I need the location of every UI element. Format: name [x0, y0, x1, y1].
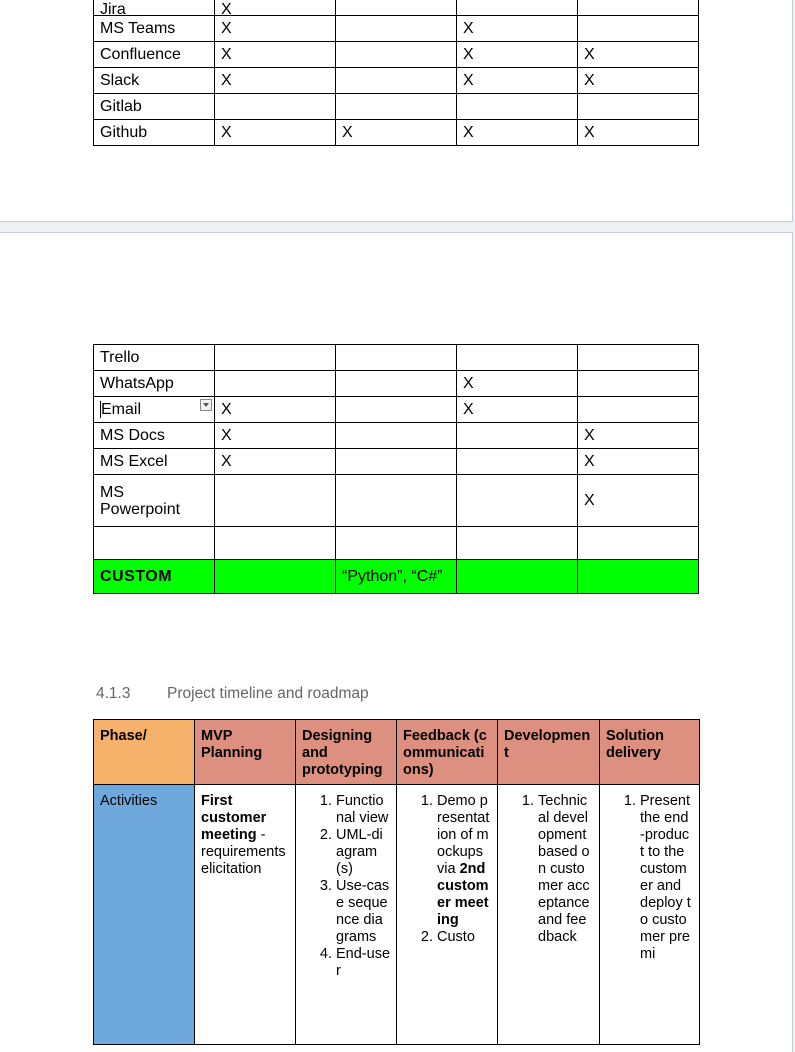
feedback-item-text: Demo presentation of mockups via — [437, 793, 490, 877]
tool-mark-cell[interactable] — [457, 423, 578, 449]
tool-mark-cell[interactable]: X — [457, 42, 578, 68]
custom-value-cell[interactable] — [457, 560, 578, 594]
tools-row — [94, 120, 699, 146]
design-item: 1. Functional view — [336, 793, 390, 827]
tool-mark-cell[interactable] — [215, 371, 336, 397]
tool-mark-cell[interactable] — [215, 527, 336, 560]
custom-value-cell[interactable] — [578, 560, 699, 594]
tools-row — [94, 16, 699, 42]
roadmap-header-design: Designing and prototyping — [296, 720, 397, 785]
design-item: 4. End-user — [336, 946, 390, 980]
tool-mark-cell[interactable]: X — [578, 423, 699, 449]
tool-mark-cell[interactable] — [336, 16, 457, 42]
tool-mark-cell[interactable]: X — [215, 42, 336, 68]
roadmap-development-cell — [498, 785, 600, 1045]
tool-mark-cell[interactable] — [578, 0, 699, 16]
tool-mark-cell[interactable] — [457, 345, 578, 371]
design-item: 2. UML-diagram(s) — [336, 827, 390, 878]
tools-row — [94, 371, 699, 397]
custom-label[interactable]: CUSTOM — [94, 560, 215, 594]
tool-mark-cell[interactable] — [457, 94, 578, 120]
tools-row — [94, 423, 699, 449]
delivery-item: 1. Present the end-product to the customer and deploy to customer premi — [640, 793, 693, 963]
tool-name-cell[interactable]: WhatsApp — [94, 371, 215, 397]
tools-row — [94, 475, 699, 527]
feedback-item-bold: 2nd customer meeting — [437, 861, 489, 928]
tool-mark-cell[interactable] — [215, 345, 336, 371]
tool-mark-cell[interactable]: X — [215, 16, 336, 42]
custom-value-cell[interactable]: “Python”, “C#” — [336, 560, 457, 594]
tools-row — [94, 449, 699, 475]
tool-mark-cell[interactable] — [215, 475, 336, 527]
tool-mark-cell[interactable]: X — [215, 423, 336, 449]
tool-mark-cell[interactable] — [578, 345, 699, 371]
section-number: 4.1.3 — [96, 685, 131, 702]
custom-value-cell[interactable] — [215, 560, 336, 594]
roadmap-feedback-cell — [397, 785, 498, 1045]
feedback-list — [403, 793, 491, 946]
tool-mark-cell[interactable] — [336, 449, 457, 475]
tool-name-cell[interactable]: Github — [94, 120, 215, 146]
tools-row — [94, 345, 699, 371]
development-list — [504, 793, 593, 946]
tool-mark-cell[interactable]: X — [457, 120, 578, 146]
tool-name-cell[interactable] — [94, 527, 215, 560]
tool-mark-cell[interactable] — [578, 94, 699, 120]
roadmap-header-delivery: Solution delivery — [600, 720, 700, 785]
tools-row — [94, 397, 699, 423]
tool-mark-cell[interactable] — [336, 94, 457, 120]
tool-mark-cell[interactable] — [336, 423, 457, 449]
roadmap-activities-label: Activities — [94, 785, 195, 1045]
tool-mark-cell[interactable] — [578, 397, 699, 423]
tool-mark-cell[interactable]: X — [215, 120, 336, 146]
roadmap-header-development: Development — [498, 720, 600, 785]
feedback-item: 2. Custo — [437, 929, 491, 946]
tool-name-text: Email — [101, 401, 142, 418]
roadmap-table — [93, 719, 700, 1045]
tools-row — [94, 68, 699, 94]
tools-row — [94, 94, 699, 120]
tool-mark-cell[interactable] — [336, 397, 457, 423]
section-heading — [96, 685, 369, 703]
roadmap-activities-row — [94, 785, 700, 1045]
tool-name-cell[interactable] — [94, 397, 215, 423]
tool-mark-cell[interactable] — [578, 371, 699, 397]
roadmap-design-cell — [296, 785, 397, 1045]
development-item: 1. Technical development based on customer acceptance and feedback — [538, 793, 593, 946]
tool-name-cell[interactable]: Confluence — [94, 42, 215, 68]
tool-name-cell[interactable]: Trello — [94, 345, 215, 371]
roadmap-header-feedback: Feedback (communications) — [397, 720, 498, 785]
tool-name-cell[interactable]: MS Docs — [94, 423, 215, 449]
tool-mark-cell[interactable] — [336, 0, 457, 16]
tool-mark-cell[interactable]: X — [336, 120, 457, 146]
mvp-rest-text: - requirements elicitation — [201, 827, 286, 877]
tools-row — [94, 527, 699, 560]
tool-mark-cell[interactable]: X — [457, 68, 578, 94]
feedback-item — [437, 793, 491, 929]
tool-mark-cell[interactable] — [215, 94, 336, 120]
tool-mark-cell[interactable] — [336, 371, 457, 397]
dropdown-arrow-icon[interactable] — [200, 399, 212, 411]
tool-mark-cell[interactable] — [336, 475, 457, 527]
tool-mark-cell[interactable]: X — [457, 371, 578, 397]
tool-mark-cell[interactable]: X — [457, 397, 578, 423]
tool-name-cell[interactable]: Slack — [94, 68, 215, 94]
tool-mark-cell[interactable]: X — [578, 120, 699, 146]
tool-mark-cell[interactable] — [336, 68, 457, 94]
tool-name-cell[interactable]: MS Excel — [94, 449, 215, 475]
tool-mark-cell[interactable]: X — [578, 42, 699, 68]
document-page-1 — [0, 0, 793, 222]
roadmap-mvp-cell — [195, 785, 296, 1045]
section-title: Project timeline and roadmap — [167, 685, 369, 702]
tools-table-page1 — [93, 0, 699, 146]
tool-mark-cell[interactable] — [457, 449, 578, 475]
roadmap-delivery-cell — [600, 785, 700, 1045]
tools-table-page2 — [93, 344, 699, 594]
tool-name-cell[interactable]: Jira — [94, 0, 215, 16]
tool-name-cell[interactable]: MS Powerpoint — [94, 475, 215, 527]
roadmap-header-mvp: MVP Planning — [195, 720, 296, 785]
tools-row — [94, 0, 699, 16]
roadmap-header-phase: Phase/ — [94, 720, 195, 785]
tool-mark-cell[interactable] — [457, 0, 578, 16]
tool-mark-cell[interactable]: X — [457, 16, 578, 42]
tool-mark-cell[interactable]: X — [215, 449, 336, 475]
tool-mark-cell[interactable] — [336, 42, 457, 68]
tool-mark-cell[interactable] — [457, 475, 578, 527]
delivery-list — [606, 793, 693, 963]
design-list — [302, 793, 390, 980]
document-page-2 — [0, 232, 793, 1052]
tool-mark-cell[interactable] — [578, 527, 699, 560]
tool-mark-cell[interactable]: X — [215, 68, 336, 94]
design-item: 3. Use-case sequence diagrams — [336, 878, 390, 946]
tool-mark-cell[interactable]: X — [215, 397, 336, 423]
tool-mark-cell[interactable]: X — [578, 475, 699, 527]
tool-mark-cell[interactable] — [336, 527, 457, 560]
tool-mark-cell[interactable] — [578, 16, 699, 42]
tool-mark-cell[interactable]: X — [215, 0, 336, 16]
mvp-bold-text: First customer meeting — [201, 793, 267, 843]
tool-mark-cell[interactable]: X — [578, 449, 699, 475]
tool-mark-cell[interactable]: X — [578, 68, 699, 94]
tool-mark-cell[interactable] — [457, 527, 578, 560]
tool-name-cell[interactable]: MS Teams — [94, 16, 215, 42]
tool-mark-cell[interactable] — [336, 345, 457, 371]
roadmap-header-row — [94, 720, 700, 785]
custom-row — [94, 560, 699, 594]
tools-row — [94, 42, 699, 68]
tool-name-cell[interactable]: Gitlab — [94, 94, 215, 120]
